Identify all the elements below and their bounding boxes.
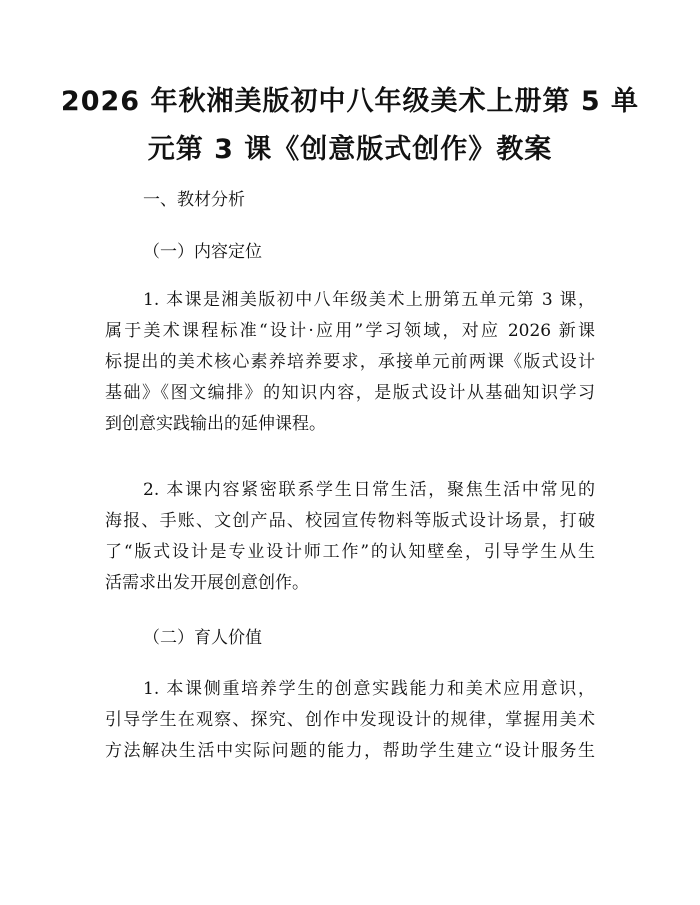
paragraph-line: 到创意实践输出的延伸课程。 [105,414,326,434]
paragraph-line: 活需求出发开展创意创作。 [105,573,309,593]
paragraph-line: 1. 本课是湘美版初中八年级美术上册第五单元第 3 课， [143,290,595,310]
paragraph-line: 海报、手账、文创产品、校园宣传物料等版式设计场景，打破 [105,511,595,531]
paragraph-line: 2. 本课内容紧密联系学生日常生活，聚焦生活中常见的 [143,480,595,500]
document-title-line-1: 2026 年秋湘美版初中八年级美术上册第 5 单 [60,86,640,117]
paragraph-line: 标提出的美术核心素养培养要求，承接单元前两课《版式设计 [105,352,595,372]
paragraph-line: 方法解决生活中实际问题的能力，帮助学生建立“设计服务生 [105,741,595,761]
paragraph-line: 属于美术课程标准“设计·应用”学习领域，对应 2026 新课 [105,321,595,341]
paragraph-content-positioning-1 [105,285,595,440]
subsection-heading-educational-value: （二）育人价值 [143,628,262,648]
paragraph-line: 引导学生在观察、探究、创作中发现设计的规律，掌握用美术 [105,710,595,730]
section-heading-textbook-analysis: 一、教材分析 [143,190,245,210]
paragraph-line: 基础》《图文编排》的知识内容，是版式设计从基础知识学习 [105,383,595,403]
paragraph-line: 1. 本课侧重培养学生的创意实践能力和美术应用意识， [143,679,595,699]
paragraph-educational-value-1 [105,674,595,767]
paragraph-line: 了“版式设计是专业设计师工作”的认知壁垒，引导学生从生 [105,542,595,562]
paragraph-content-positioning-2 [105,475,595,599]
subsection-heading-content-positioning: （一）内容定位 [143,242,262,262]
document-title-line-2: 元第 3 课《创意版式创作》教案 [147,134,553,165]
